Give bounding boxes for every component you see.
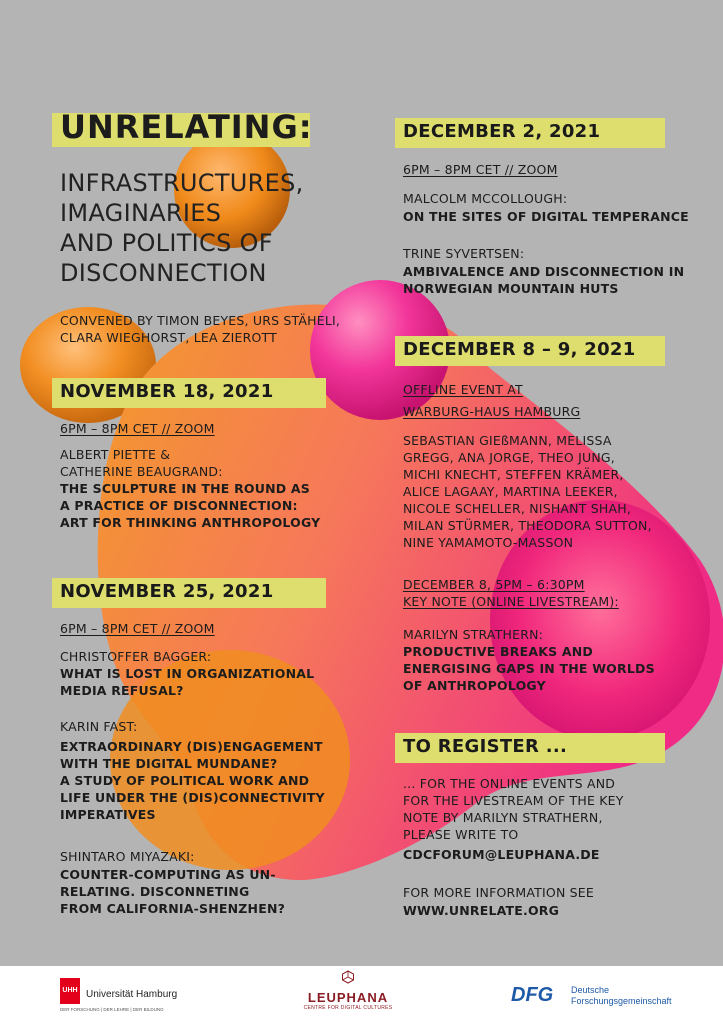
- footer: UHH Universität Hamburg DER FORSCHUNG | DER LEHRE | DER BILDUNG LEUPHANA CENTRE FOR DIGITAL CULTURES DFG Deutsche Forschungsgemeinschaft: [0, 966, 723, 1023]
- uhh-mark-icon: UHH: [60, 978, 80, 1004]
- nov18-time: 6PM – 8PM CET // ZOOM: [60, 421, 215, 436]
- dec8-speakers: SEBASTIAN GIEßMANN, MELISSA GREGG, ANA JORGE, THEO JUNG, MICHI KNECHT, STEFFEN KRÄMER, ALICE LAGAAY, MARTINA LEEKER, NICOLE SCHELLER, NISHANT SHAH, MILAN STÜRMER, THEODORA SUTTON, NINE YAMAMOTO-MASSON: [403, 433, 652, 550]
- dec2-time: 6PM – 8PM CET // ZOOM: [403, 162, 558, 177]
- subtitle-line: AND POLITICS OF: [60, 229, 273, 257]
- subtitle: [60, 168, 304, 288]
- nov18-talk: THE SCULPTURE IN THE ROUND AS A PRACTICE OF DISCONNECTION: ART FOR THINKING ANTHROPOLOGY: [60, 481, 321, 530]
- nov25-talk-3: COUNTER-COMPUTING AS UN- RELATING. DISCONNETING FROM CALIFORNIA-SHENZHEN?: [60, 867, 286, 916]
- subtitle-line: INFRASTRUCTURES,: [60, 169, 304, 197]
- nov18-date: NOVEMBER 18, 2021: [60, 381, 274, 402]
- register-heading: TO REGISTER ...: [403, 736, 568, 757]
- nov25-speaker-1: CHRISTOFFER BAGGER:: [60, 649, 212, 664]
- dec2-talk-1: ON THE SITES OF DIGITAL TEMPERANCE: [403, 209, 689, 224]
- nov25-talk-2: EXTRAORDINARY (DIS)ENGAGEMENT WITH THE DIGITAL MUNDANE? A STUDY OF POLITICAL WORK AND LIFE UNDER THE (DIS)CONNECTIVITY IMPERATIVES: [60, 739, 325, 822]
- nov25-time: 6PM – 8PM CET // ZOOM: [60, 621, 215, 636]
- nov25-speaker-2: KARIN FAST:: [60, 719, 138, 734]
- leuphana-hexagon-icon: [341, 970, 355, 984]
- leuphana-logo: LEUPHANA CENTRE FOR DIGITAL CULTURES: [298, 970, 398, 1011]
- dec2-date: DECEMBER 2, 2021: [403, 121, 601, 142]
- dec8-keynote-speaker: MARILYN STRATHERN:: [403, 627, 544, 642]
- page-title: UNRELATING:: [60, 108, 313, 146]
- dec8-keynote: DECEMBER 8, 5PM – 6:30PM KEY NOTE (ONLINE LIVESTREAM):: [403, 577, 619, 609]
- nov25-speaker-3: SHINTARO MIYAZAKI:: [60, 849, 195, 864]
- more-info-text: FOR MORE INFORMATION SEE: [403, 885, 594, 900]
- dec8-keynote-talk: PRODUCTIVE BREAKS AND ENERGISING GAPS IN THE WORLDS OF ANTHROPOLOGY: [403, 644, 655, 693]
- dec8-date: DECEMBER 8 – 9, 2021: [403, 339, 636, 360]
- website-link[interactable]: WWW.UNRELATE.ORG: [403, 903, 560, 918]
- subtitle-line: DISCONNECTION: [60, 259, 267, 287]
- dec2-talk-2: AMBIVALENCE AND DISCONNECTION IN NORWEGIAN MOUNTAIN HUTS: [403, 264, 685, 296]
- conveners: CONVENED BY TIMON BEYES, URS STÄHELI, CLARA WIEGHORST, LEA ZIEROTT: [60, 313, 341, 345]
- dfg-mark-icon: DFG: [511, 984, 554, 1006]
- nov25-talk-1: WHAT IS LOST IN ORGANIZATIONAL MEDIA REFUSAL?: [60, 666, 315, 698]
- dec8-offline: OFFLINE EVENT AT WARBURG-HAUS HAMBURG: [403, 382, 581, 419]
- register-text: ... FOR THE ONLINE EVENTS AND FOR THE LIVESTREAM OF THE KEY NOTE BY MARILYN STRATHERN, PLEASE WRITE TO: [403, 776, 624, 842]
- dec2-speaker-1: MALCOLM MCCOLLOUGH:: [403, 191, 568, 206]
- nov25-date: NOVEMBER 25, 2021: [60, 581, 274, 602]
- nov18-speaker: ALBERT PIETTE & CATHERINE BEAUGRAND:: [60, 447, 223, 479]
- subtitle-line: IMAGINARIES: [60, 199, 222, 227]
- register-email-link[interactable]: CDCFORUM@LEUPHANA.DE: [403, 847, 600, 862]
- dec2-speaker-2: TRINE SYVERTSEN:: [403, 246, 525, 261]
